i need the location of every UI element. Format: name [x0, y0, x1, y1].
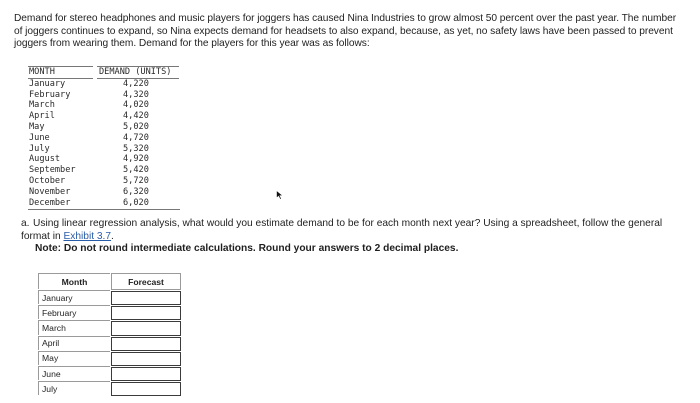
demand-month-cell: March — [29, 100, 55, 111]
demand-value-cell: 4,220 — [123, 78, 149, 89]
demand-row — [28, 154, 180, 165]
exhibit-link[interactable]: Exhibit 3.7 — [63, 230, 112, 242]
demand-month-cell: April — [29, 111, 55, 122]
question-label: a. — [21, 218, 30, 229]
question-a — [21, 218, 681, 256]
demand-row — [28, 122, 180, 133]
demand-table — [28, 66, 180, 210]
question-text-end: . — [111, 230, 114, 242]
forecast-month-cell: January — [38, 290, 110, 304]
demand-value-cell: 4,020 — [123, 100, 149, 111]
demand-value-cell: 6,320 — [123, 186, 149, 197]
demand-value-cell: 5,020 — [123, 121, 149, 132]
demand-row — [28, 79, 180, 90]
forecast-input-cell — [111, 367, 181, 381]
forecast-input[interactable] — [112, 387, 180, 399]
demand-row — [28, 100, 180, 111]
demand-value-cell: 6,020 — [123, 197, 149, 208]
demand-row — [28, 133, 180, 144]
demand-month-cell: July — [29, 143, 50, 154]
demand-row — [28, 90, 180, 101]
rounding-note: Note: Do not round intermediate calculations. Round your answers to 2 decimal places. — [35, 243, 459, 255]
demand-value-cell: 5,720 — [123, 175, 149, 186]
forecast-input-cell — [111, 352, 181, 366]
forecast-month-cell: April — [38, 336, 110, 350]
forecast-month-cell: March — [38, 320, 110, 334]
demand-row — [28, 187, 180, 198]
demand-row — [28, 111, 180, 122]
forecast-input-cell — [111, 337, 181, 351]
forecast-input-cell — [111, 306, 181, 320]
mouse-pointer-icon — [276, 187, 284, 205]
question-text: Using linear regression analysis, what would you estimate demand to be for each month next year? Using a spreadsheet, follow the general format in — [21, 218, 663, 242]
demand-table-body — [28, 79, 180, 209]
demand-row — [28, 198, 180, 209]
forecast-input-cell — [111, 382, 181, 396]
demand-month-cell: November — [29, 186, 71, 197]
month-column-header: MONTH — [28, 66, 93, 79]
demand-value-cell: 4,720 — [123, 132, 149, 143]
demand-value-cell: 4,420 — [123, 111, 149, 122]
demand-table-header — [28, 66, 180, 79]
demand-value-cell: 4,920 — [123, 154, 149, 165]
demand-month-cell: September — [29, 165, 76, 176]
demand-month-cell: October — [29, 175, 66, 186]
forecast-input-cell — [111, 291, 181, 305]
demand-month-cell: May — [29, 121, 45, 132]
demand-month-cell: December — [29, 197, 71, 208]
forecast-month-cell: February — [38, 305, 110, 319]
forecast-month-cell: May — [38, 351, 110, 365]
demand-month-cell: January — [29, 78, 66, 89]
forecast-table — [38, 273, 181, 396]
forecast-month-cell: July — [38, 381, 110, 395]
demand-value-cell: 5,420 — [123, 165, 149, 176]
demand-row — [28, 144, 180, 155]
problem-intro: Demand for stereo headphones and music players for joggers has caused Nina Industries to grow almost 50 percent over the past year. The number of joggers continues to expand, so Nina expects demand for headsets to also expand, because, as yet, no safety laws have been passed to prevent joggers from wearing them. Demand for the players for this year was as follows: — [14, 13, 677, 50]
demand-month-cell: February — [29, 89, 71, 100]
demand-month-cell: June — [29, 132, 50, 143]
demand-column-header: DEMAND (UNITS) — [97, 66, 179, 79]
forecast-input-cell — [111, 321, 181, 335]
table-bottom-rule — [28, 209, 180, 210]
forecast-header: Forecast — [111, 273, 181, 290]
demand-value-cell: 4,320 — [123, 89, 149, 100]
demand-month-cell: August — [29, 154, 61, 165]
forecast-month-header: Month — [38, 273, 110, 289]
demand-row — [28, 165, 180, 176]
demand-value-cell: 5,320 — [123, 143, 149, 154]
forecast-month-cell: June — [38, 366, 110, 380]
demand-row — [28, 176, 180, 187]
